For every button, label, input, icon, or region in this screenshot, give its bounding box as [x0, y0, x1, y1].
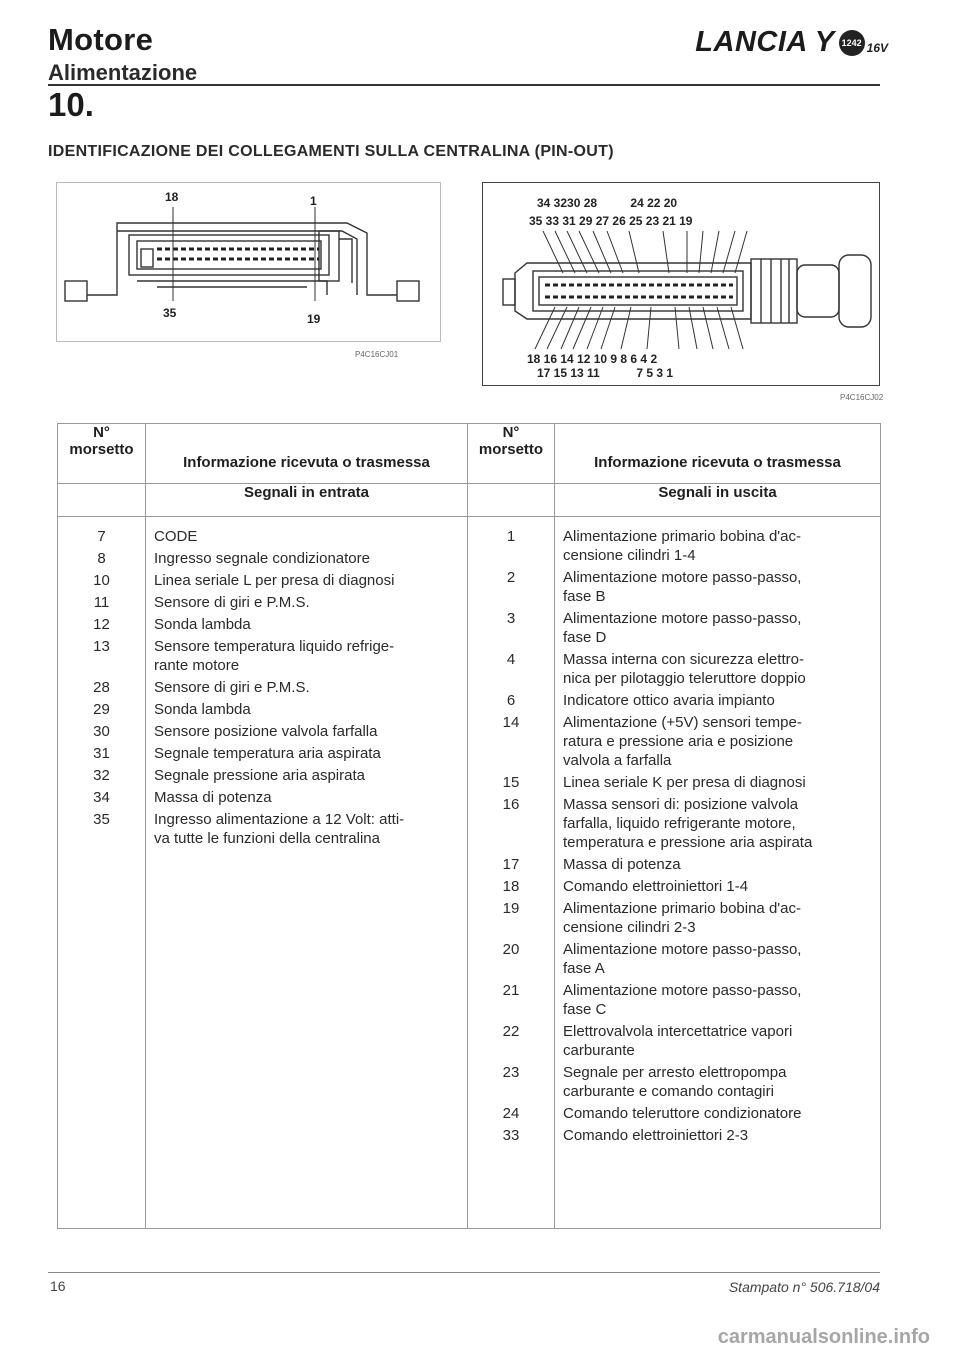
pin-description [563, 691, 874, 713]
pin-description [563, 855, 874, 877]
pinout-table [57, 423, 881, 1229]
pin-number: 11 [93, 594, 110, 611]
pin-description [154, 810, 461, 851]
section-number: 10. [48, 86, 94, 123]
table-header-row [58, 424, 881, 484]
pin-number: 34 [93, 789, 110, 806]
pin-description [563, 568, 874, 609]
pin-number: 23 [502, 1064, 520, 1081]
pin-description-line: Alimentazione (+5V) sensori tempe- [563, 714, 802, 731]
fig1-label-1: 1 [310, 194, 317, 208]
pin-description-line: Linea seriale L per presa di diagnosi [154, 572, 395, 589]
pin-description-line: ratura e pressione aria e posizione [563, 733, 794, 750]
pinout-top-row-1: 34 3230 28 24 22 20 [537, 196, 678, 210]
pin-description-line: rante motore [154, 657, 240, 674]
pin-number: 28 [93, 679, 110, 696]
pin-description-line: carburante e comando contagiri [563, 1083, 774, 1100]
pin-description [154, 678, 461, 700]
figure2-caption: P4C16CJ02 [840, 393, 884, 402]
pin-number: 6 [506, 692, 516, 709]
brand-name: LANCIA Y [695, 26, 835, 58]
input-pin-numbers [58, 517, 146, 1229]
pin-description-line: temperatura e pressione aria aspirata [563, 834, 813, 851]
header-left [48, 22, 197, 86]
pin-description-line: Comando teleruttore condizionatore [563, 1105, 802, 1122]
pin-description-line: Sensore di giri e P.M.S. [154, 679, 310, 696]
pin-number: 24 [502, 1105, 520, 1122]
pinout-top-row-2: 35 33 31 29 27 26 25 23 21 19 [529, 214, 693, 228]
pin-description-line: va tutte le funzioni della centralina [154, 830, 380, 847]
pin-number: 29 [93, 701, 110, 718]
pin-description [563, 1063, 874, 1104]
pin-description [563, 1022, 874, 1063]
pin-description [563, 1104, 874, 1126]
footer-rule [48, 1272, 880, 1273]
output-pin-numbers [468, 517, 555, 1229]
pin-number: 30 [93, 723, 110, 740]
pin-number: 4 [506, 651, 516, 668]
pin-description-line: fase C [563, 1001, 607, 1018]
pin-number: 7 [97, 528, 106, 545]
watermark: carmanualsonline.info [717, 1326, 930, 1348]
pin-description-line: Segnale pressione aria aspirata [154, 767, 365, 784]
pin-description-line: Alimentazione motore passo-passo, [563, 569, 802, 586]
pin-description-line: Sensore posizione valvola farfalla [154, 723, 378, 740]
pin-description-line: fase B [563, 588, 606, 605]
pin-description-line: Ingresso segnale condizionatore [154, 550, 370, 567]
pin-description-line: Elettrovalvola intercettatrice vapori [563, 1023, 793, 1040]
pin-number: 15 [502, 774, 520, 791]
pin-description-line: valvola a farfalla [563, 752, 672, 769]
connector-side-view-drawing [57, 183, 442, 343]
pin-description [154, 637, 461, 678]
pin-description-line: Comando elettroiniettori 1-4 [563, 878, 749, 895]
connector-pinout-drawing [483, 183, 881, 387]
pin-description-line: Indicatore ottico avaria impianto [563, 692, 775, 709]
header-rule [48, 84, 880, 86]
pin-description [563, 981, 874, 1022]
pinout-bottom-row-2: 17 15 13 11 7 5 3 1 [537, 366, 674, 380]
pin-description-line: Alimentazione motore passo-passo, [563, 610, 802, 627]
pin-description [563, 795, 874, 855]
pin-description-line: farfalla, liquido refrigerante motore, [563, 815, 796, 832]
pin-description [563, 773, 874, 795]
pin-description [154, 788, 461, 810]
pin-description [563, 877, 874, 899]
pin-description-line: Alimentazione motore passo-passo, [563, 941, 802, 958]
pin-number: 13 [93, 638, 110, 655]
pin-description-line: fase A [563, 960, 605, 977]
section-heading: IDENTIFICAZIONE DEI COLLEGAMENTI SULLA CENTRALINA (PIN-OUT) [48, 143, 614, 160]
pin-description-line: Massa di potenza [563, 856, 681, 873]
connector-side-view-figure [56, 182, 441, 342]
pin-description-line: carburante [563, 1042, 635, 1059]
pin-description [154, 593, 461, 615]
pin-description-line: Segnale per arresto elettropompa [563, 1064, 787, 1081]
pin-number: 35 [93, 811, 110, 828]
pin-description-line: censione cilindri 1-4 [563, 547, 696, 564]
pin-number: 3 [506, 610, 516, 627]
pinout-bottom-row-1: 18 16 14 12 10 9 8 6 4 2 [527, 352, 658, 366]
pin-number: 18 [502, 878, 520, 895]
pin-description-line: Alimentazione motore passo-passo, [563, 982, 802, 999]
pin-description [563, 650, 874, 691]
pin-number: 31 [93, 745, 110, 762]
pin-number: 1 [506, 528, 516, 545]
col-header-info-right: Informazione ricevuta o trasmessa [555, 424, 881, 484]
col-header-pin-right: N° morsetto [468, 424, 555, 484]
connector-pinout-figure [482, 182, 880, 386]
pin-description-line: Massa interna con sicurezza elettro- [563, 651, 804, 668]
pin-description-line: Massa di potenza [154, 789, 272, 806]
pin-number: 33 [502, 1127, 520, 1144]
group-title-outputs: Segnali in uscita [555, 484, 881, 517]
brand-suffix: 16V [866, 40, 888, 55]
pin-description-line: Comando elettroiniettori 2-3 [563, 1127, 749, 1144]
pin-description [154, 549, 461, 571]
pin-description-line: Alimentazione primario bobina d'ac- [563, 528, 801, 545]
engine-badge-icon: 1242 [839, 30, 865, 56]
input-descriptions [146, 517, 468, 1229]
pin-description-line: fase D [563, 629, 607, 646]
pin-description [154, 744, 461, 766]
pin-number: 8 [97, 550, 106, 567]
header-brand [695, 26, 888, 59]
pin-number: 17 [502, 856, 520, 873]
pin-description [154, 700, 461, 722]
pin-description [563, 899, 874, 940]
pin-description [154, 571, 461, 593]
pin-description [563, 609, 874, 650]
fig1-label-35: 35 [163, 306, 177, 320]
pin-description [154, 722, 461, 744]
pin-number: 12 [93, 616, 110, 633]
pin-description [154, 615, 461, 637]
print-number: Stampato n° 506.718/04 [728, 1279, 880, 1295]
pin-number: 10 [93, 572, 110, 589]
group-spacer-right [468, 484, 555, 517]
pin-description-line: Massa sensori di: posizione valvola [563, 796, 799, 813]
pin-description-line: Alimentazione primario bobina d'ac- [563, 900, 801, 917]
pin-description [563, 1126, 874, 1148]
group-title-inputs: Segnali in entrata [146, 484, 468, 517]
table-group-row [58, 484, 881, 517]
pin-description [154, 527, 461, 549]
output-descriptions [555, 517, 881, 1229]
pin-number: 22 [502, 1023, 520, 1040]
pin-description [563, 713, 874, 773]
pin-number: 20 [502, 941, 520, 958]
page-number: 16 [50, 1278, 66, 1294]
pin-description [154, 766, 461, 788]
pin-description-line: censione cilindri 2-3 [563, 919, 696, 936]
pin-number: 16 [502, 796, 520, 813]
table-body-row [58, 517, 881, 1229]
pin-description-line: Sensore di giri e P.M.S. [154, 594, 310, 611]
pin-description-line: Sonda lambda [154, 616, 251, 633]
page-title: Motore [48, 22, 154, 57]
pin-description-line: Segnale temperatura aria aspirata [154, 745, 381, 762]
group-spacer-left [58, 484, 146, 517]
pin-description-line: Ingresso alimentazione a 12 Volt: atti- [154, 811, 405, 828]
col-header-pin-left: N° morsetto [58, 424, 146, 484]
fig1-label-18: 18 [165, 190, 179, 204]
pin-number: 21 [502, 982, 520, 999]
fig1-label-19: 19 [307, 312, 321, 326]
pin-description-line: Sonda lambda [154, 701, 251, 718]
pin-description [563, 527, 874, 568]
figure1-caption: P4C16CJ01 [355, 350, 399, 359]
col-header-info-left: Informazione ricevuta o trasmessa [146, 424, 468, 484]
pin-number: 32 [93, 767, 110, 784]
pin-description-line: CODE [154, 528, 198, 545]
pin-number: 14 [502, 714, 520, 731]
pin-number: 2 [506, 569, 516, 586]
pin-description-line: Sensore temperatura liquido refrige- [154, 638, 395, 655]
pin-description [563, 940, 874, 981]
page-subtitle: Alimentazione [48, 60, 198, 85]
pin-number: 19 [502, 900, 520, 917]
pin-description-line: Linea seriale K per presa di diagnosi [563, 774, 806, 791]
pin-description-line: nica per pilotaggio teleruttore doppio [563, 670, 806, 687]
